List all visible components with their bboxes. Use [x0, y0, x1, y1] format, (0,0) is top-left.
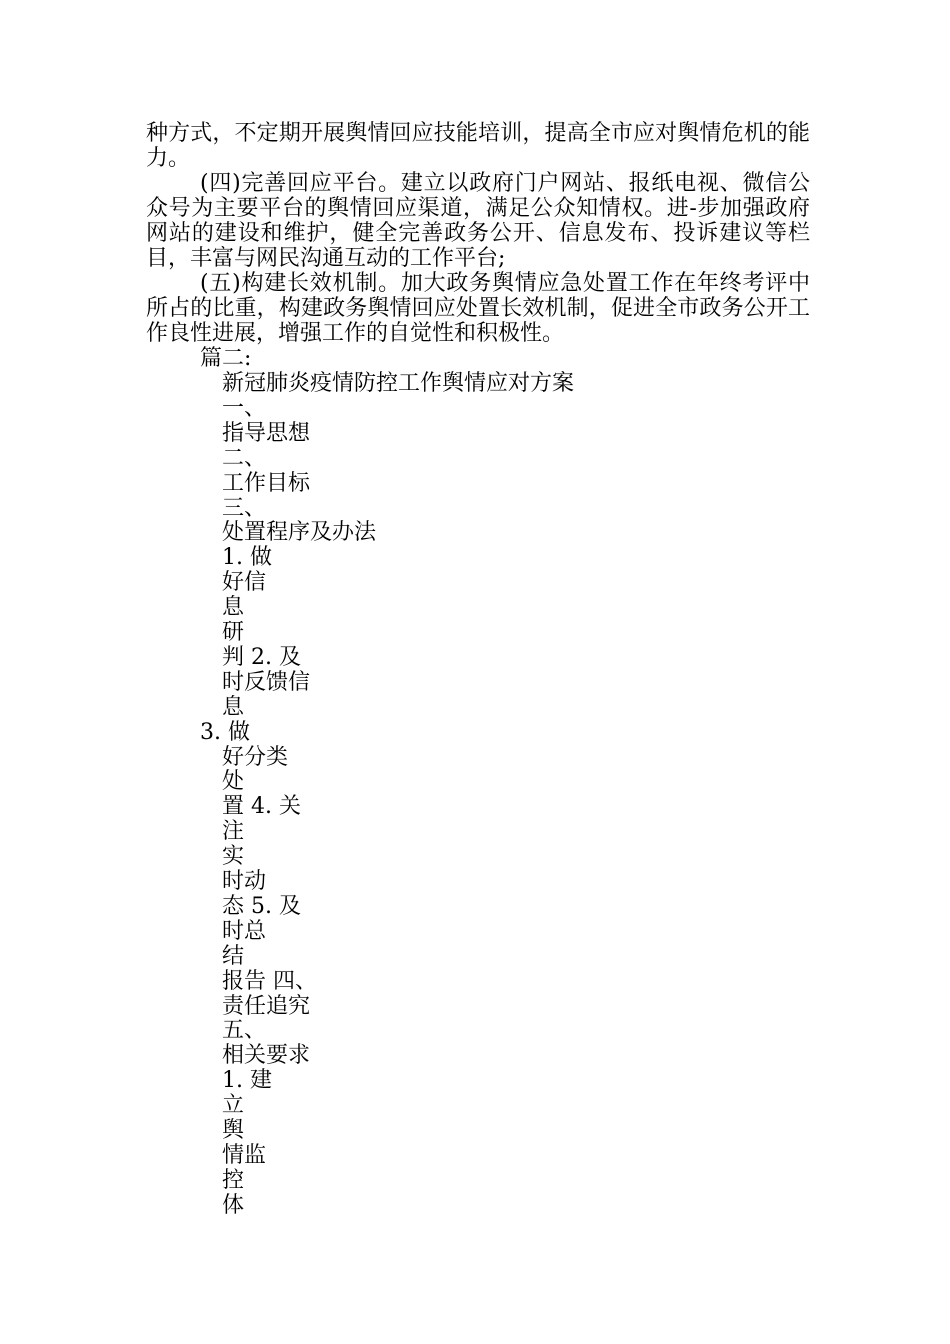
outline-line: 研: [222, 620, 245, 645]
outline-line: 时反馈信: [222, 669, 311, 695]
section-label: 篇二:: [200, 346, 252, 371]
outline-line: 三、: [222, 495, 267, 521]
outline-line: 一、: [222, 395, 267, 421]
outline-line: 判 2. 及: [222, 644, 301, 670]
outline-line: 二、: [222, 445, 267, 471]
outline-line: 1. 做: [222, 545, 272, 571]
outline-line: 实: [222, 844, 245, 870]
outline-line: 处置程序及办法: [222, 520, 377, 546]
outline-line: 工作目标: [222, 470, 311, 496]
outline-line: 结: [222, 943, 245, 969]
paragraph-four: [146, 171, 810, 271]
outline-line: 指导思想: [222, 420, 311, 446]
outline-line: 控: [222, 1167, 245, 1193]
outline-line: 舆: [222, 1118, 245, 1143]
outline-line: 新冠肺炎疫情防控工作舆情应对方案: [222, 371, 575, 396]
outline-line: 责任追究: [222, 993, 311, 1019]
outline-line: 态 5. 及: [222, 893, 301, 919]
outline-line: 时总: [222, 918, 267, 944]
outline-line: 1. 建: [222, 1068, 272, 1094]
outline-line: 息: [222, 595, 245, 621]
outline-line: 报告 四、: [222, 968, 317, 994]
outline-line: 息: [222, 694, 245, 720]
outline-line: 3. 做: [200, 719, 250, 745]
outline-line: 处: [222, 769, 245, 795]
outline-line: 时动: [222, 869, 267, 894]
paragraph-text: (五)构建长效机制。加大政务舆情应急处置工作在年终考评中所占的比重，构建政务舆情回应处置长效机制，促进全市政务公开工作良性进展，增强工作的自觉性和积极性。: [146, 271, 810, 346]
outline-line: 情监: [222, 1142, 267, 1168]
outline-line: 置 4. 关: [222, 794, 301, 820]
outline-line: 体: [222, 1192, 245, 1218]
outline-line: 注: [222, 819, 245, 845]
paragraph-five: [146, 271, 810, 346]
outline-line: 相关要求: [222, 1043, 311, 1069]
outline-line: 立: [222, 1093, 245, 1119]
outline-line: 好分类: [222, 744, 289, 770]
outline-line: 好信: [222, 570, 267, 596]
paragraph-text: 种方式，不定期开展舆情回应技能培训，提高全市应对舆情危机的能力。: [146, 121, 810, 171]
paragraph-continued: [146, 121, 810, 171]
paragraph-text: (四)完善回应平台。建立以政府门户网站、报纸电视、微信公众号为主要平台的舆情回应渠道，满足公众知情权。进-步加强政府网站的建设和维护，健全完善政务公开、信息发布、投诉建议等栏目，丰富与网民沟通互动的工作平台;: [146, 171, 810, 271]
outline-line: 五、: [222, 1018, 267, 1044]
